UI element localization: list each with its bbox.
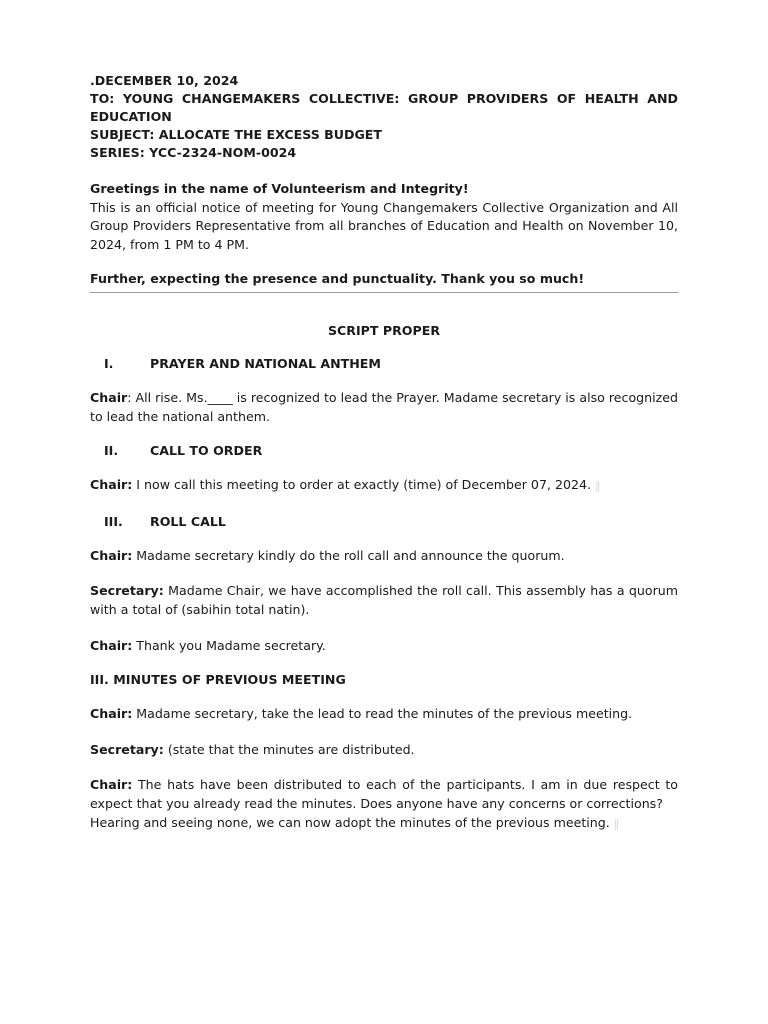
speaker-label: Chair:: [90, 777, 133, 793]
section-heading: [90, 514, 678, 529]
end-mark: ‖: [595, 479, 601, 493]
dialogue-text: Thank you Madame secretary.: [132, 637, 326, 653]
speaker-label: Chair:: [90, 706, 133, 722]
document-page: [90, 72, 678, 833]
dialogue-line: [90, 582, 678, 619]
dialogue-line: [90, 637, 678, 656]
section-title: PRAYER AND NATIONAL ANTHEM: [150, 355, 381, 371]
dialogue-text: Hearing and seeing none, we can now adopt the minutes of the previous meeting.: [90, 814, 610, 830]
closing-line: Further, expecting the presence and punctuality. Thank you so much!: [90, 271, 585, 287]
dialogue-text: Madame Chair, we have accomplished the roll call. This assembly has a quorum with a total of (sabihin total natin).: [90, 583, 678, 617]
speaker-label: Chair:: [90, 547, 133, 563]
dialogue-text: The hats have been distributed to each of the participants. I am in due respect to expect that you already read the minutes. Does anyone have any concerns or corrections?: [90, 777, 678, 811]
speaker-label: Chair: [90, 389, 128, 405]
section-heading: III. MINUTES OF PREVIOUS MEETING: [90, 672, 346, 688]
intro-paragraph: This is an official notice of meeting for Young Changemakers Collective Organization and All Group Providers Representative from all branches of Education and Health on November 10, 2024, from 1 PM to 4 PM.: [90, 199, 678, 252]
dialogue-line: [90, 547, 678, 566]
dialogue-line: [90, 776, 678, 813]
dialogue-line: [90, 814, 678, 834]
dialogue-line: [90, 741, 678, 760]
section-title: ROLL CALL: [150, 513, 226, 529]
script-title: SCRIPT PROPER: [327, 322, 441, 338]
dialogue-text: All rise. Ms.____ is recognized to lead the Prayer. Madame secretary is also recognized to lead the national anthem.: [90, 389, 678, 424]
memo-to-line: TO: YOUNG CHANGEMAKERS COLLECTIVE: GROUP PROVIDERS OF HEALTH AND: [90, 91, 678, 106]
memo-header: [90, 72, 678, 162]
speaker-label: Chair:: [90, 637, 133, 653]
dialogue-text: I now call this meeting to order at exactly (time) of December 07, 2024.: [132, 477, 592, 493]
section-number: I.: [104, 355, 114, 371]
dialogue-line: [90, 389, 678, 426]
memo-series: SERIES: YCC-2324-NOM-0024: [90, 145, 297, 160]
section-number: II.: [104, 443, 119, 459]
memo-to-line-cont: EDUCATION: [90, 109, 172, 124]
dialogue-text: (state that the minutes are distributed.: [163, 741, 415, 757]
speaker-label: Secretary:: [90, 741, 164, 757]
dialogue-text: Madame secretary kindly do the roll call and announce the quorum.: [132, 547, 565, 563]
dialogue-line: [90, 705, 678, 724]
dialogue-line: [90, 476, 678, 496]
dialogue-text: Madame secretary, take the lead to read the minutes of the previous meeting.: [132, 706, 633, 722]
section-title: CALL TO ORDER: [150, 443, 263, 459]
end-mark: ‖: [613, 816, 620, 830]
section-heading: [90, 443, 678, 458]
speaker-label: Chair:: [90, 477, 133, 493]
memo-date: .DECEMBER 10, 2024: [90, 73, 239, 88]
memo-subject: SUBJECT: ALLOCATE THE EXCESS BUDGET: [90, 127, 382, 142]
speaker-label: Secretary:: [90, 583, 164, 599]
section-number: III.: [104, 513, 123, 529]
greeting: Greetings in the name of Volunteerism and Integrity!: [90, 181, 469, 196]
speaker-sep: :: [127, 389, 132, 405]
section-heading: [90, 356, 678, 371]
